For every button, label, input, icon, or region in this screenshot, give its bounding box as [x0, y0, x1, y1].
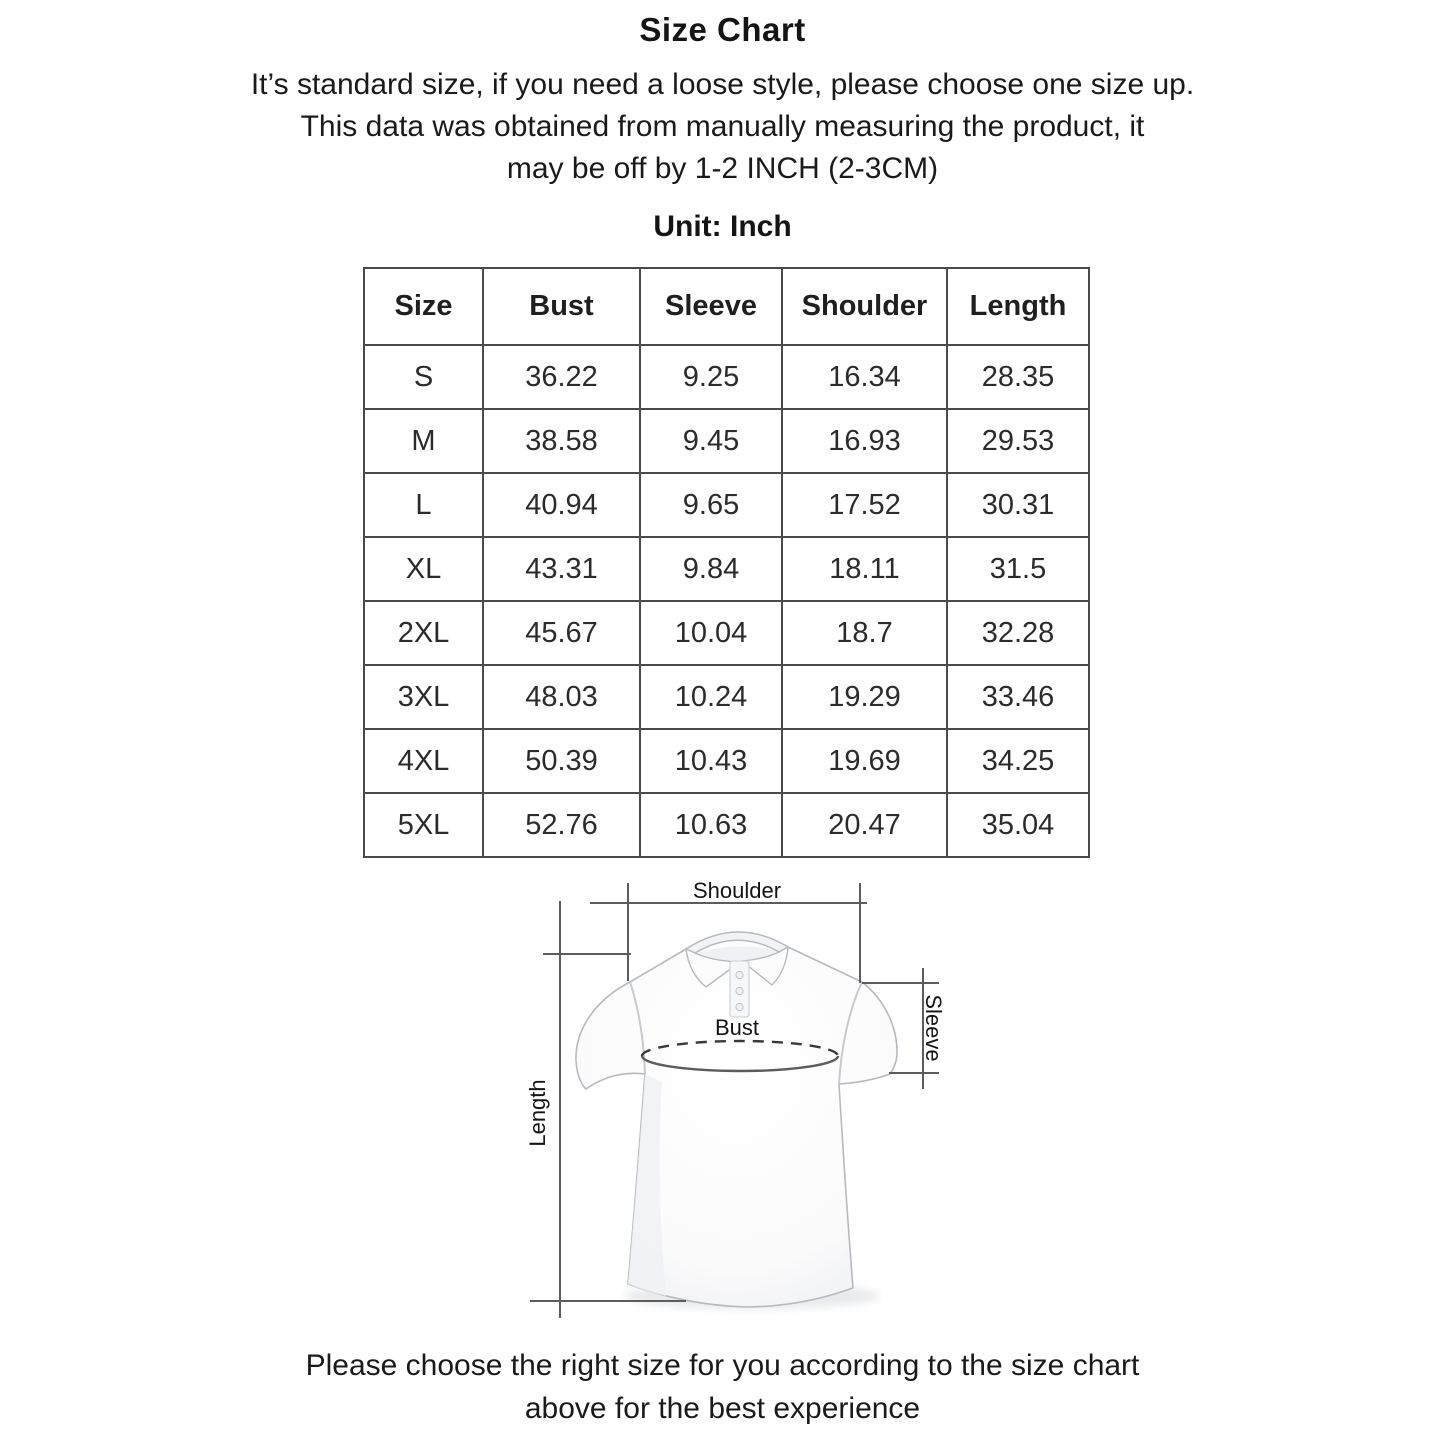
table-row [364, 345, 1089, 409]
shirt-measurement-diagram [480, 862, 1020, 1340]
measurement-cell: 17.52 [782, 473, 947, 537]
measurement-cell: 50.39 [483, 729, 640, 793]
size-cell: 5XL [364, 793, 483, 857]
column-header: Size [364, 268, 483, 345]
intro-line: This data was obtained from manually measuring the product, it [300, 110, 1145, 143]
measurement-cell: 40.94 [483, 473, 640, 537]
measurement-cell: 10.24 [640, 665, 782, 729]
measurement-cell: 9.84 [640, 537, 782, 601]
measurement-cell: 31.5 [947, 537, 1089, 601]
measurement-cell: 52.76 [483, 793, 640, 857]
intro-line: may be off by 1-2 INCH (2-3CM) [506, 152, 939, 185]
column-header: Length [947, 268, 1089, 345]
measurement-cell: 10.04 [640, 601, 782, 665]
size-table-header [364, 268, 1089, 345]
button [736, 971, 743, 978]
measurement-cell: 10.43 [640, 729, 782, 793]
size-cell: 4XL [364, 729, 483, 793]
column-header: Shoulder [782, 268, 947, 345]
measurement-cell: 28.35 [947, 345, 1089, 409]
page-title: Size Chart [639, 11, 806, 48]
measurement-cell: 29.53 [947, 409, 1089, 473]
measurement-cell: 18.7 [782, 601, 947, 665]
unit-label: Unit: Inch [653, 210, 792, 243]
measurement-cell: 33.46 [947, 665, 1089, 729]
table-row [364, 473, 1089, 537]
size-table-body [364, 345, 1089, 857]
measurement-cell: 43.31 [483, 537, 640, 601]
measurement-cell: 20.47 [782, 793, 947, 857]
measurement-cell: 45.67 [483, 601, 640, 665]
size-cell: S [364, 345, 483, 409]
size-cell: L [364, 473, 483, 537]
table-row [364, 729, 1089, 793]
measurement-cell: 16.93 [782, 409, 947, 473]
measurement-cell: 19.69 [782, 729, 947, 793]
measurement-cell: 30.31 [947, 473, 1089, 537]
measurement-cell: 9.45 [640, 409, 782, 473]
measurement-cell: 35.04 [947, 793, 1089, 857]
footer-note [0, 1344, 1445, 1430]
measurement-cell: 10.63 [640, 793, 782, 857]
shoulder-label: Shoulder [692, 878, 782, 903]
column-header: Sleeve [640, 268, 782, 345]
intro-text [0, 64, 1445, 190]
column-header: Bust [483, 268, 640, 345]
shirt-placket [730, 961, 749, 1017]
measurement-cell: 9.65 [640, 473, 782, 537]
length-label: Length [525, 1079, 550, 1147]
measurement-cell: 48.03 [483, 665, 640, 729]
bust-label: Bust [714, 1015, 760, 1040]
footer-line: above for the best experience [524, 1392, 921, 1425]
button [736, 1003, 743, 1010]
sleeve-label: Sleeve [921, 994, 946, 1062]
measurement-cell: 16.34 [782, 345, 947, 409]
size-table [363, 267, 1090, 858]
measurement-cell: 32.28 [947, 601, 1089, 665]
measurement-cell: 38.58 [483, 409, 640, 473]
size-cell: M [364, 409, 483, 473]
intro-line: It’s standard size, if you need a loose style, please choose one size up. [250, 68, 1195, 101]
measurement-cell: 19.29 [782, 665, 947, 729]
table-row [364, 793, 1089, 857]
table-row [364, 665, 1089, 729]
table-row [364, 409, 1089, 473]
table-row [364, 537, 1089, 601]
size-cell: 3XL [364, 665, 483, 729]
measurement-cell: 36.22 [483, 345, 640, 409]
measurement-cell: 34.25 [947, 729, 1089, 793]
size-cell: 2XL [364, 601, 483, 665]
measurement-cell: 9.25 [640, 345, 782, 409]
footer-line: Please choose the right size for you according to the size chart [305, 1349, 1140, 1382]
measurement-cell: 18.11 [782, 537, 947, 601]
size-cell: XL [364, 537, 483, 601]
header-row [364, 268, 1089, 345]
polo-shirt-illustration [480, 862, 1020, 1340]
button [736, 987, 743, 994]
table-row [364, 601, 1089, 665]
